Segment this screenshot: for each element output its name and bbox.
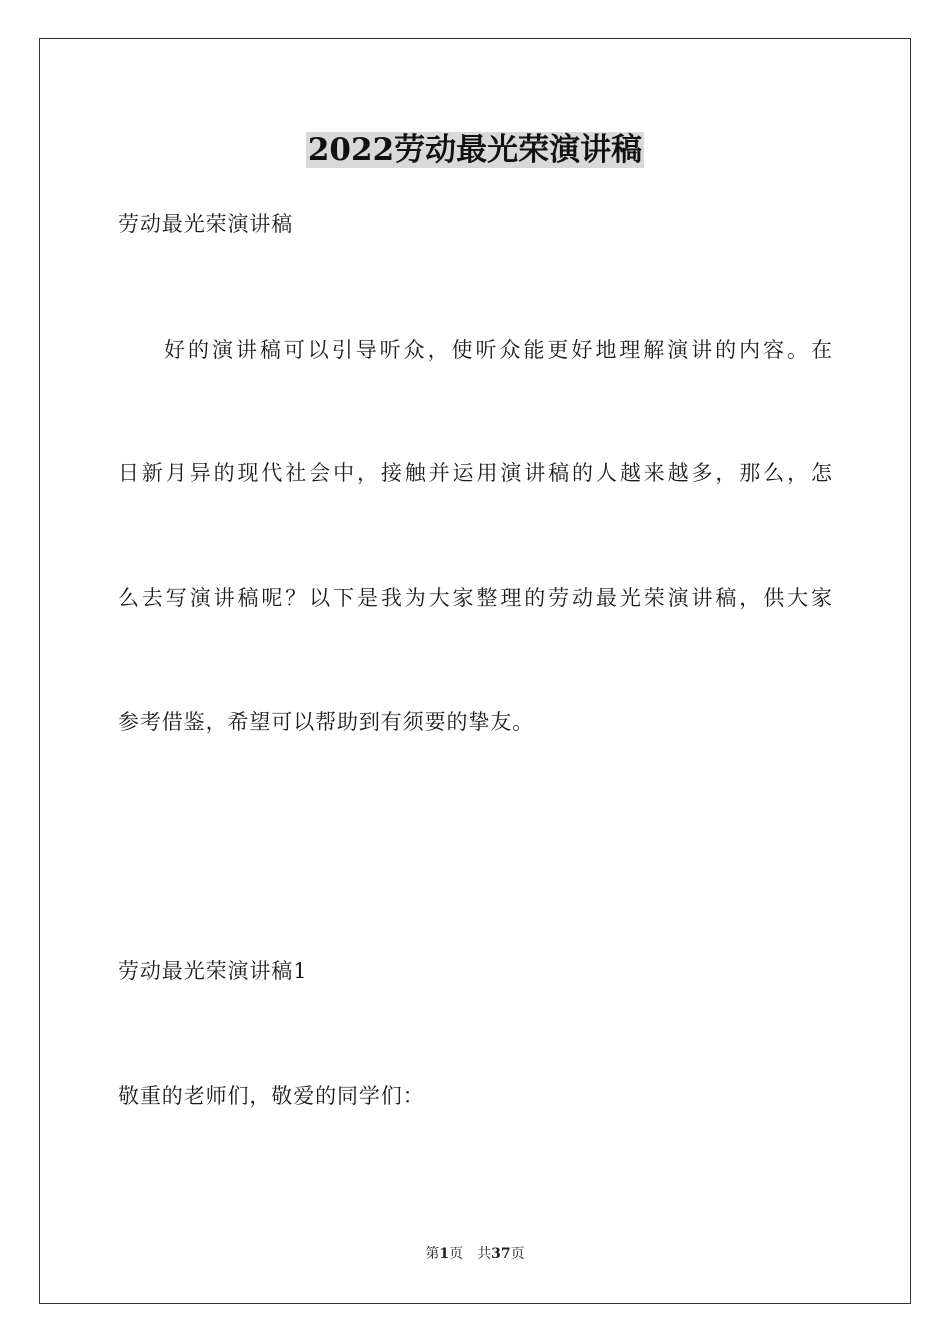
footer-total-suffix: 页 [510, 1246, 525, 1262]
intro-line-4: 参考借鉴，希望可以帮助到有须要的挚友。 [118, 710, 535, 734]
document-subtitle: 劳动最光荣演讲稿 [118, 212, 294, 236]
footer-page-prefix: 第 [425, 1246, 440, 1262]
section-heading: 劳动最光荣演讲稿1 [118, 959, 308, 983]
footer-page-suffix: 页 [449, 1246, 464, 1262]
intro-line-3: 么去写演讲稿呢？以下是我为大家整理的劳动最光荣演讲稿，供大家 [118, 586, 832, 610]
document-title [0, 128, 950, 172]
intro-line-2: 日新月异的现代社会中，接触并运用演讲稿的人越来越多，那么，怎 [118, 461, 832, 485]
footer-page-number: 1 [439, 1246, 450, 1262]
intro-line-1: 好的演讲稿可以引导听众，使听众能更好地理解演讲的内容。在 [164, 338, 832, 362]
footer-total-pages: 37 [491, 1246, 511, 1262]
page-footer [0, 1244, 950, 1264]
document-title-text: 2022劳动最光荣演讲稿 [307, 132, 643, 168]
greeting-line: 敬重的老师们，敬爱的同学们： [118, 1084, 425, 1108]
footer-total-prefix: 共 [477, 1246, 492, 1262]
